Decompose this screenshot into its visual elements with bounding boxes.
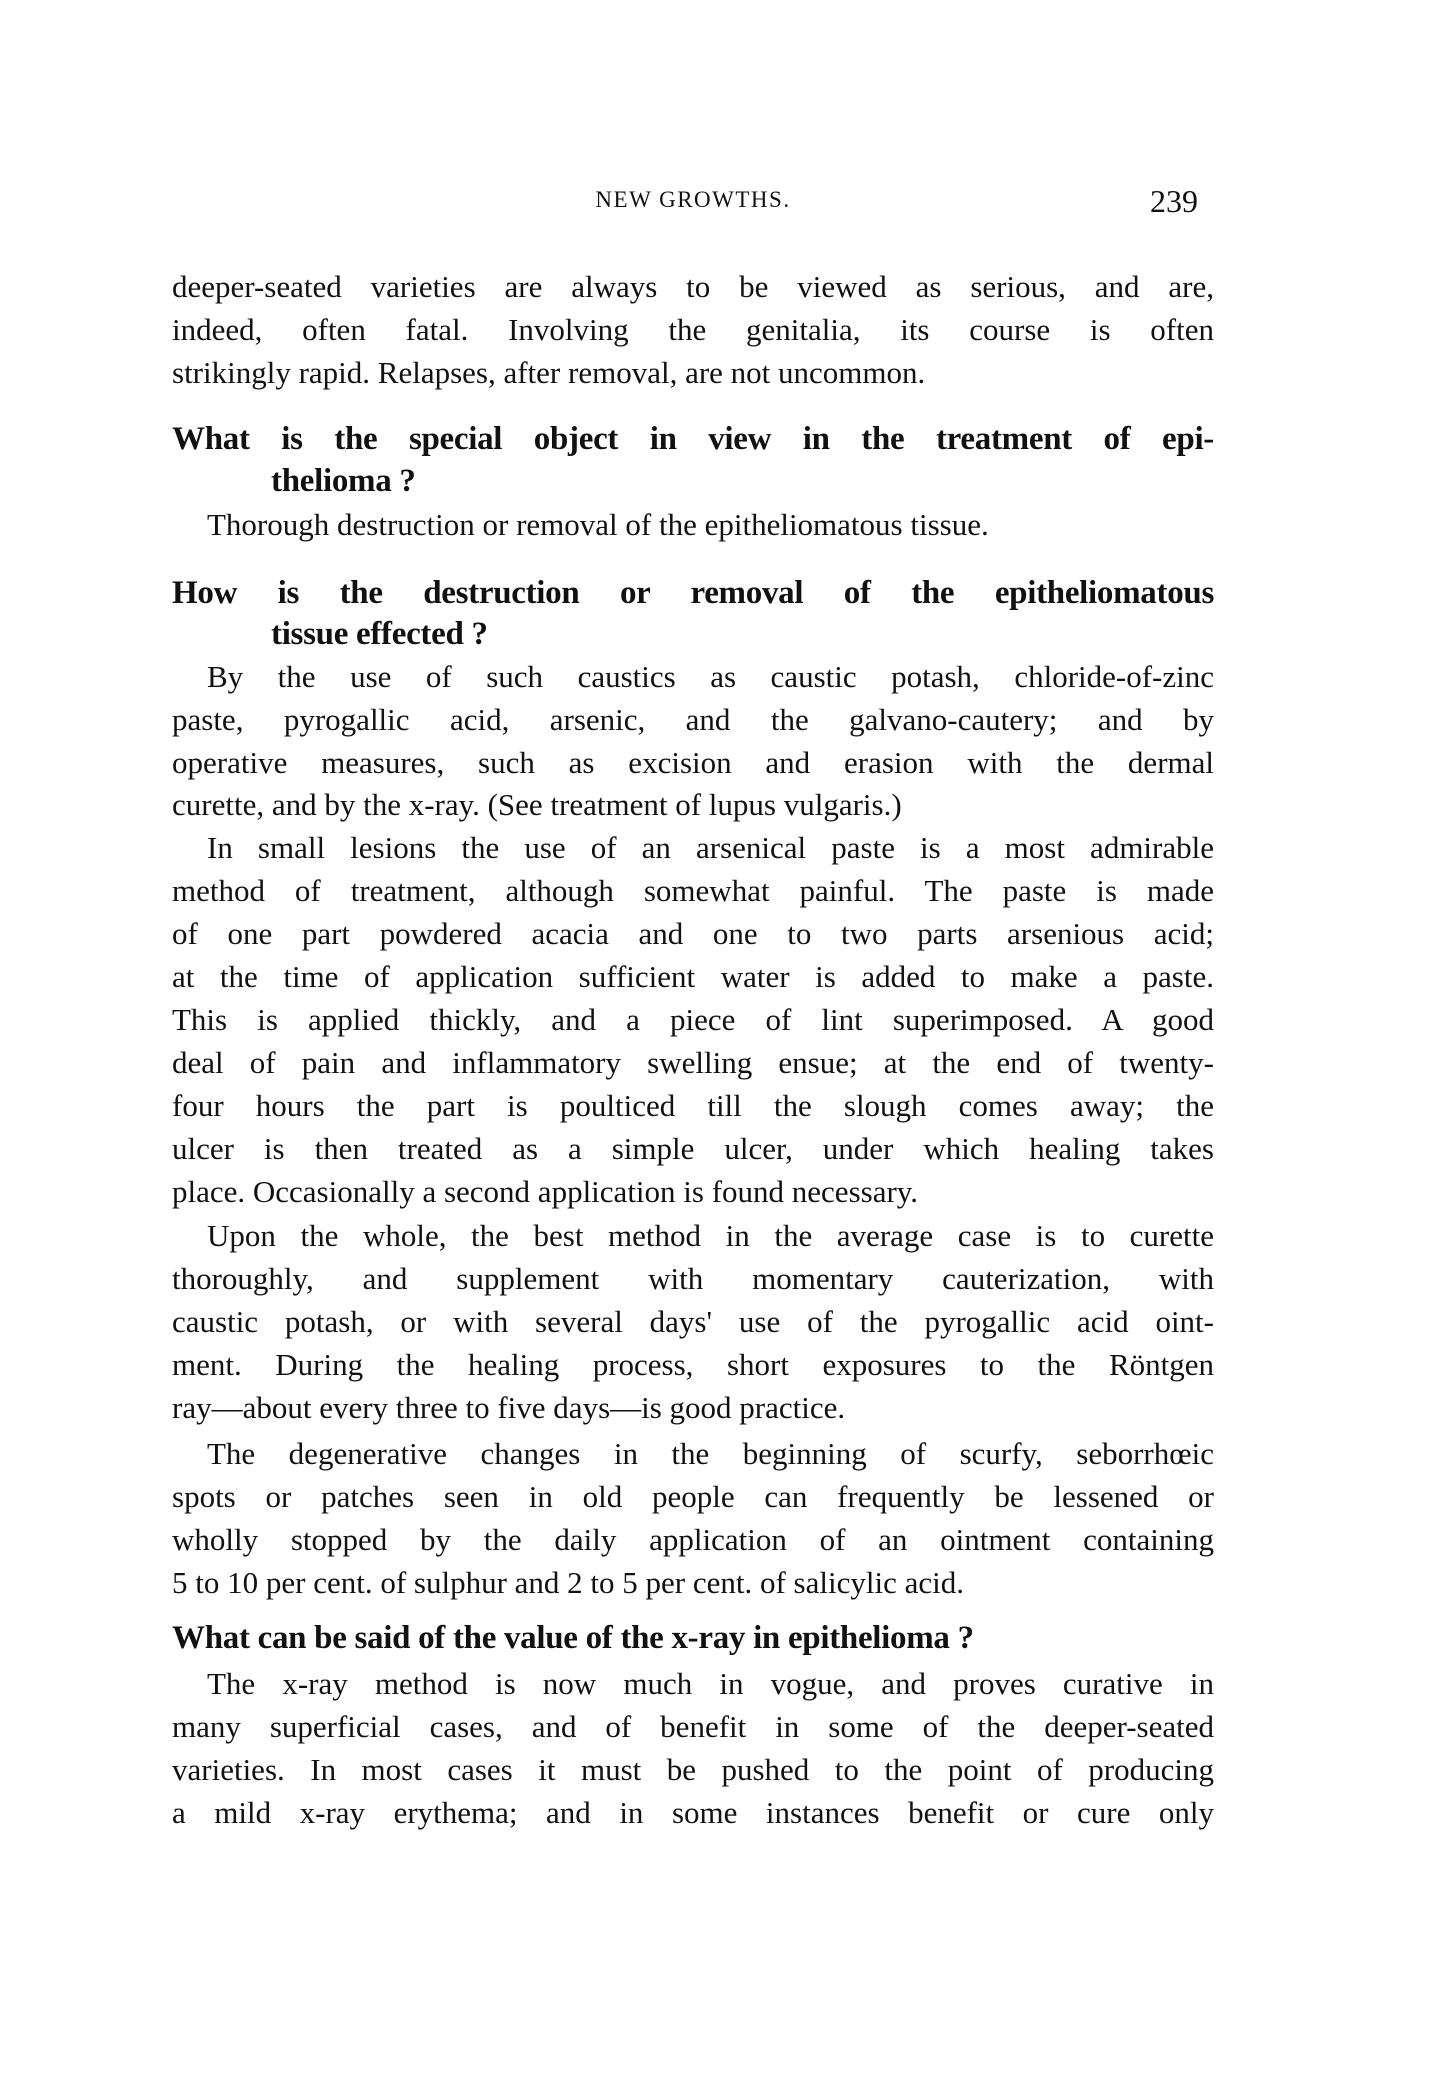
page-number: 239 [1150, 183, 1198, 219]
paragraph-line: The x-ray method is now much in vogue, and proves curative in [207, 1666, 1214, 1701]
paragraph-line: deal of pain and inflammatory swelling ensue; at the end of twenty- [172, 1045, 1214, 1080]
question-heading-line: tissue effected ? [271, 616, 488, 652]
paragraph-line: place. Occasionally a second application is found necessary. [172, 1174, 919, 1209]
paragraph-line: Upon the whole, the best method in the average case is to curette [207, 1218, 1214, 1253]
question-heading-line: What can be said of the value of the x-ray in epithelioma ? [172, 1620, 974, 1656]
paragraph-line: Thorough destruction or removal of the epitheliomatous tissue. [207, 507, 989, 542]
running-head-title: NEW GROWTHS. [595, 187, 791, 212]
paragraph-line: method of treatment, although somewhat painful. The paste is made [172, 873, 1214, 908]
paragraph-line: ment. During the healing process, short exposures to the Röntgen [172, 1347, 1214, 1382]
paragraph-line: 5 to 10 per cent. of sulphur and 2 to 5 per cent. of salicylic acid. [172, 1565, 964, 1600]
paragraph-line: wholly stopped by the daily application of an ointment containing [172, 1522, 1214, 1557]
paragraph-line: This is applied thickly, and a piece of lint superimposed. A good [172, 1002, 1214, 1037]
paragraph-line: ray—about every three to five days—is good practice. [172, 1390, 846, 1425]
paragraph-line: curette, and by the x-ray. (See treatment of lupus vulgaris.) [172, 787, 902, 822]
paragraph-line: of one part powdered acacia and one to two parts arsenious acid; [172, 916, 1214, 951]
paragraph-line: strikingly rapid. Relapses, after removal, are not uncommon. [172, 355, 926, 390]
paragraph-line: By the use of such caustics as caustic potash, chloride-of-zinc [207, 659, 1214, 694]
paragraph-line: indeed, often fatal. Involving the genitalia, its course is often [172, 312, 1214, 347]
paragraph-line: varieties. In most cases it must be pushed to the point of producing [172, 1752, 1214, 1787]
paragraph-line: a mild x-ray erythema; and in some instances benefit or cure only [172, 1795, 1214, 1830]
running-head [172, 183, 1214, 223]
question-heading-line: thelioma ? [271, 463, 416, 499]
paragraph-line: operative measures, such as excision and erasion with the dermal [172, 745, 1214, 780]
paragraph-line: thoroughly, and supplement with momentary cauterization, with [172, 1261, 1214, 1296]
paragraph-line: spots or patches seen in old people can frequently be lessened or [172, 1479, 1214, 1514]
paragraph-line: caustic potash, or with several days' use of the pyrogallic acid oint- [172, 1304, 1214, 1339]
paragraph-line: deeper-seated varieties are always to be viewed as serious, and are, [172, 269, 1214, 304]
question-heading-line: How is the destruction or removal of the epitheliomatous [172, 575, 1214, 611]
paragraph-line: The degenerative changes in the beginning of scurfy, seborrhœic [207, 1436, 1214, 1471]
question-heading-line: What is the special object in view in the treatment of epi- [172, 421, 1214, 457]
paragraph-line: ulcer is then treated as a simple ulcer, under which healing takes [172, 1131, 1214, 1166]
paragraph-line: four hours the part is poulticed till the slough comes away; the [172, 1088, 1214, 1123]
paragraph-line: In small lesions the use of an arsenical paste is a most admirable [207, 830, 1214, 865]
paragraph-line: paste, pyrogallic acid, arsenic, and the galvano-cautery; and by [172, 702, 1214, 737]
paragraph-line: many superficial cases, and of benefit in some of the deeper-seated [172, 1709, 1214, 1744]
paragraph-line: at the time of application sufficient water is added to make a paste. [172, 959, 1214, 994]
